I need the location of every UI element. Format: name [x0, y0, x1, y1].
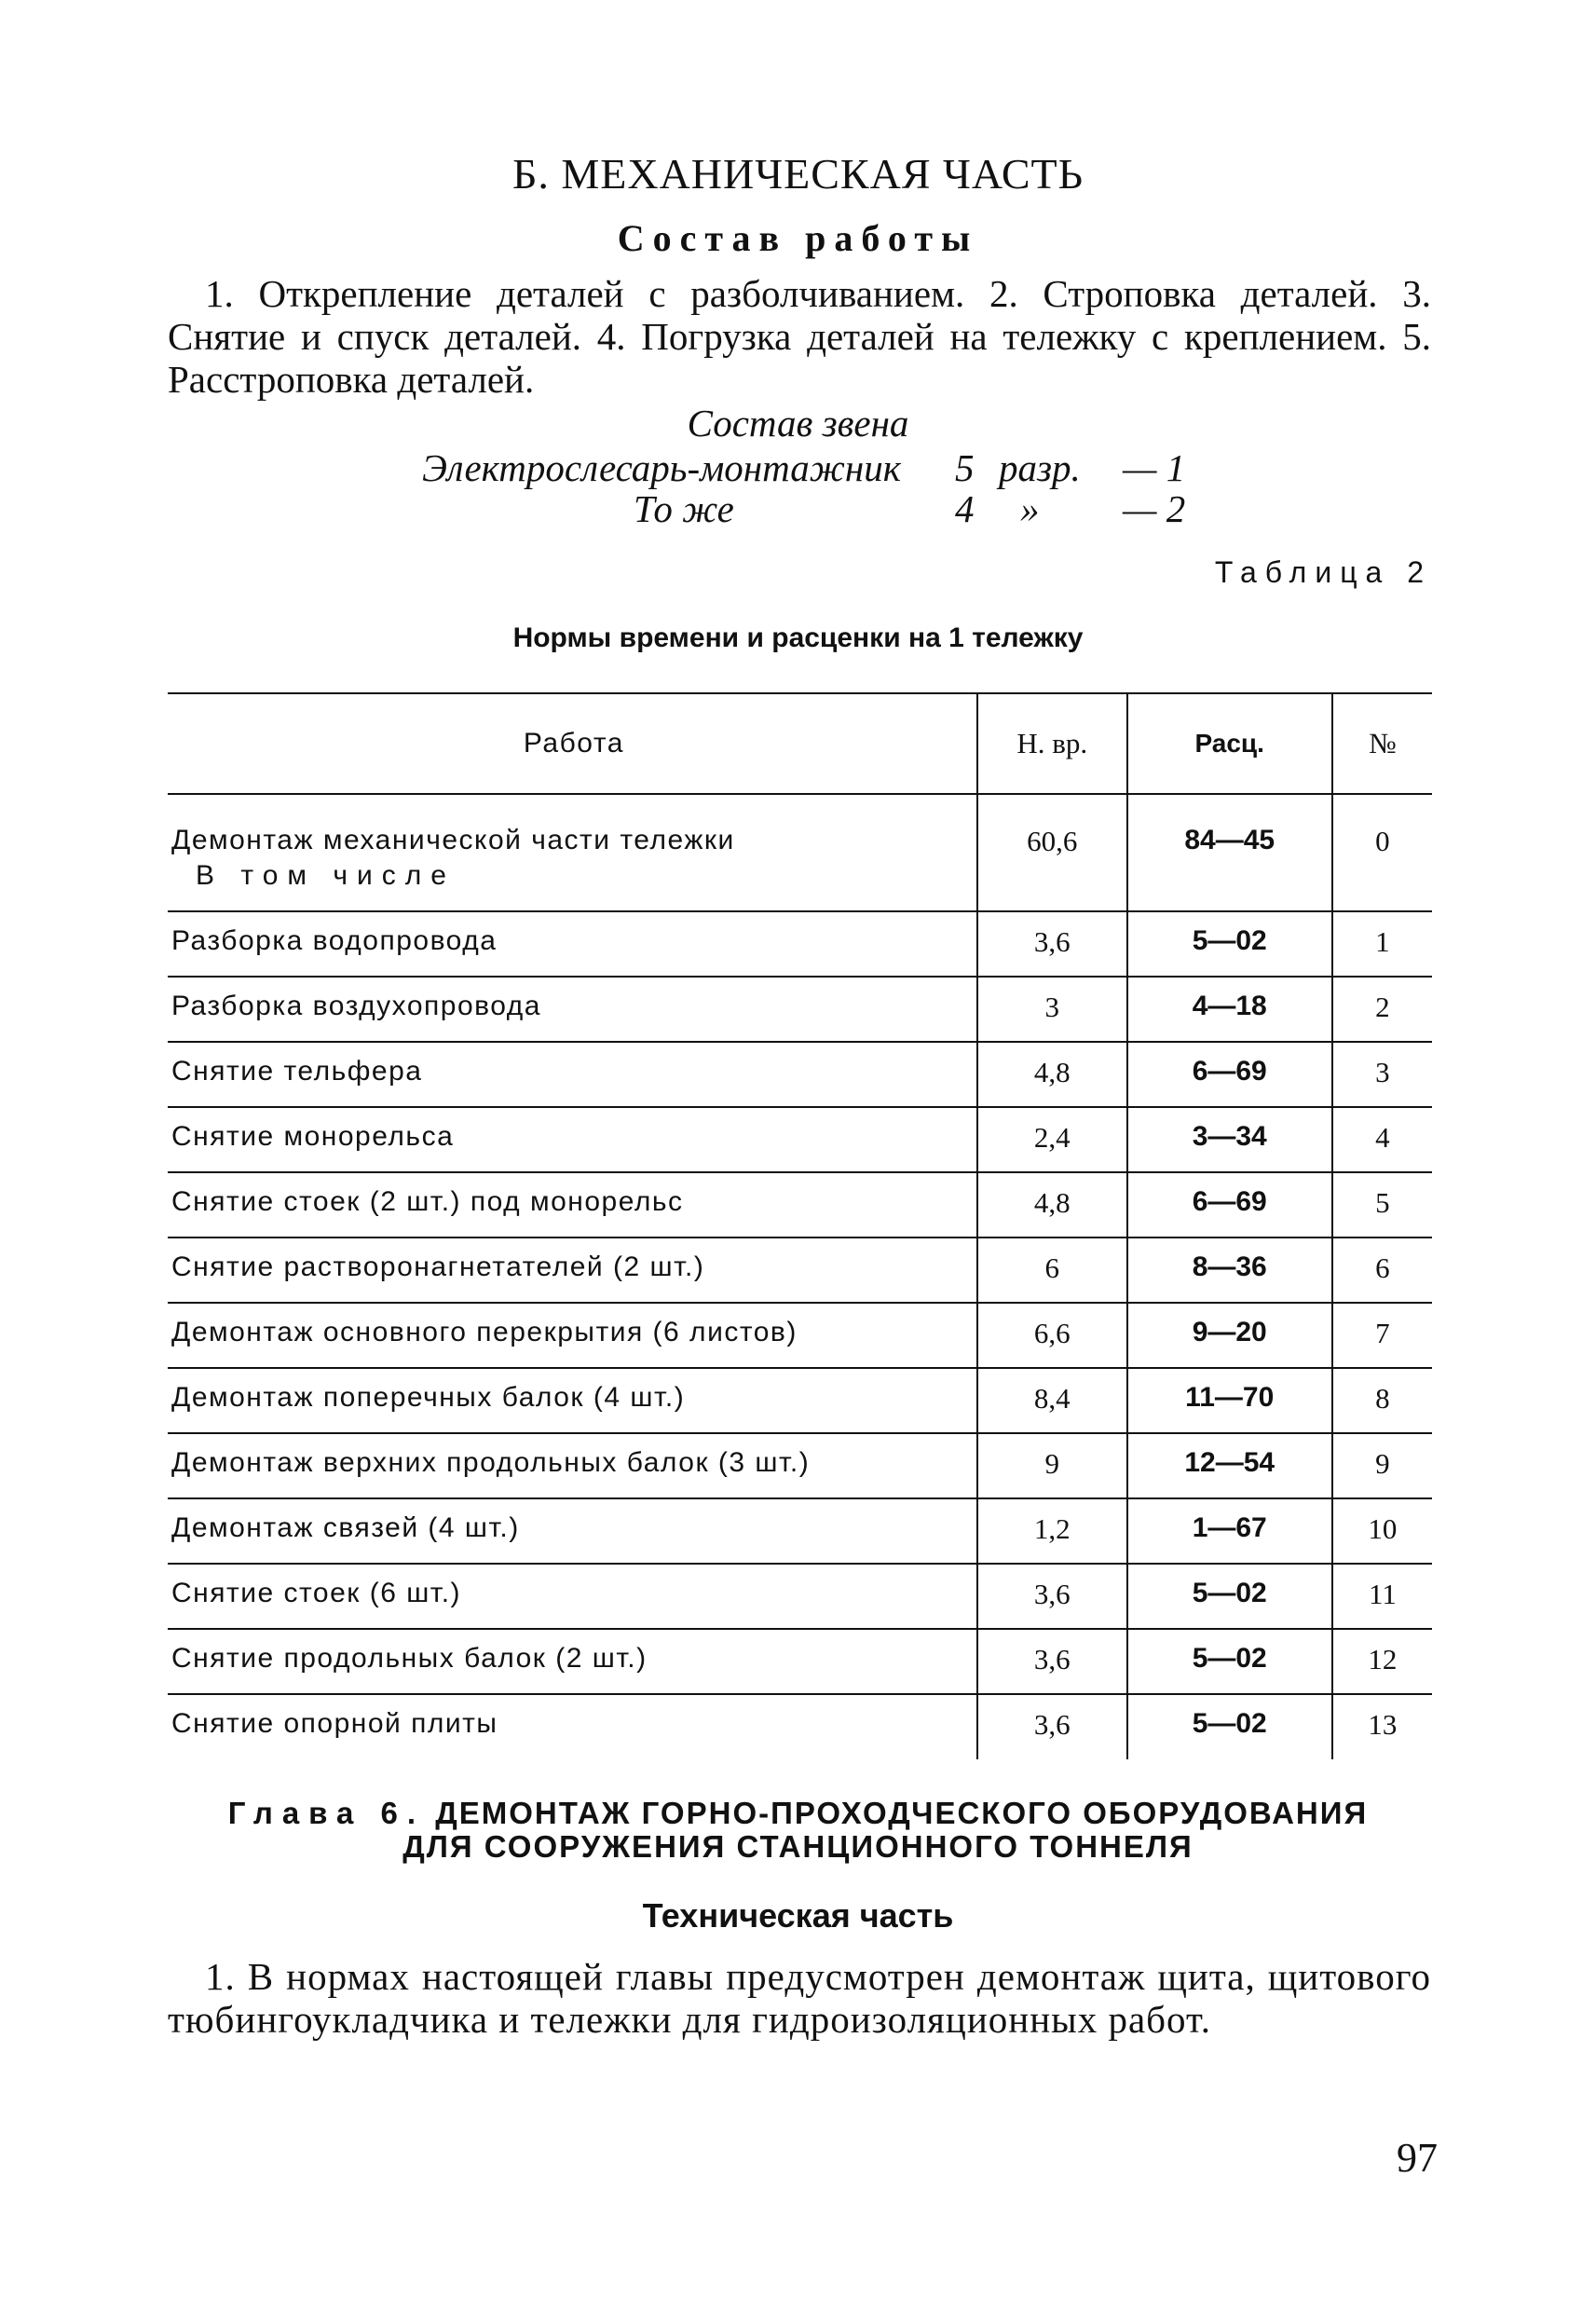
table-row [168, 977, 1432, 1042]
row-rate: 9—20 [1127, 1303, 1332, 1368]
crew-line-2-count: — 2 [1123, 487, 1186, 530]
row-work: Демонтаж верхних продольных балок (3 шт.) [168, 1433, 977, 1498]
chapter-title-line-2: ДЛЯ СООРУЖЕНИЯ СТАНЦИОННОГО ТОННЕЛЯ [402, 1829, 1194, 1864]
row-time: 4,8 [977, 1172, 1127, 1238]
table-header-row [168, 693, 1432, 794]
crew-line-1-grade: 5 [955, 446, 975, 489]
chapter-title-line-1 [168, 1797, 1428, 1830]
work-composition-paragraph: 1. Открепление деталей с разболчиванием. 2. Строповка деталей. 3. Снятие и спуск деталей. 4. Погрузка деталей на тележку с креплением. 5. Расстроповка деталей. [168, 272, 1431, 401]
row-work: Демонтаж поперечных балок (4 шт.) [168, 1368, 977, 1433]
crew-line-2-unit: » [1020, 487, 1040, 530]
crew-line-2 [0, 486, 1596, 533]
row-rate: 5—02 [1127, 1629, 1332, 1694]
row-number: 13 [1332, 1694, 1432, 1759]
row-time: 3,6 [977, 1564, 1127, 1629]
row-time: 3,6 [977, 1629, 1127, 1694]
section-title: Б. МЕХАНИЧЕСКАЯ ЧАСТЬ [512, 150, 1084, 198]
table-row [168, 1107, 1432, 1172]
row-number: 9 [1332, 1433, 1432, 1498]
chapter-title-text-1: ДЕМОНТАЖ ГОРНО-ПРОХОДЧЕСКОГО ОБОРУДОВАНИЯ [435, 1796, 1369, 1830]
norms-table [168, 692, 1432, 1759]
row-number: 1 [1332, 911, 1432, 977]
row-work: Снятие монорельса [168, 1107, 977, 1172]
chapter-title [168, 1797, 1428, 1864]
table-row [168, 1368, 1432, 1433]
crew-line-1-count: — 1 [1123, 446, 1186, 489]
header-work: Работа [168, 693, 977, 794]
table-row [168, 1564, 1432, 1629]
row-time: 3,6 [977, 911, 1127, 977]
row-rate: 84—45 [1127, 794, 1332, 911]
header-rate: Расц. [1127, 693, 1332, 794]
row-rate: 6—69 [1127, 1172, 1332, 1238]
table-label: Таблица 2 [1214, 555, 1432, 589]
table-row [168, 1303, 1432, 1368]
table-row [168, 1498, 1432, 1564]
row-work: Снятие стоек (6 шт.) [168, 1564, 977, 1629]
technical-part-heading: Техническая часть [642, 1896, 954, 1935]
header-time: Н. вр. [977, 693, 1127, 794]
row-work: Снятие опорной плиты [171, 1708, 498, 1739]
work-composition-heading: Состав работы [617, 217, 979, 259]
row-work: Снятие тельфера [168, 1042, 977, 1107]
technical-part-paragraph: 1. В нормах настоящей главы предусмотрен демонтаж щита, щитового тюбингоукладчика и тележки для гидроизоляционных работ. [168, 1955, 1431, 2041]
table-row [168, 1694, 1432, 1759]
row-number: 3 [1332, 1042, 1432, 1107]
row-rate: 1—67 [1127, 1498, 1332, 1564]
row-work: Снятие стоек (2 шт.) под монорельс [168, 1172, 977, 1238]
row-time: 1,2 [977, 1498, 1127, 1564]
row-time: 60,6 [977, 794, 1127, 911]
row-rate: 5—02 [1127, 1564, 1332, 1629]
row-time: 9 [977, 1433, 1127, 1498]
row-number: 12 [1332, 1629, 1432, 1694]
row-number: 5 [1332, 1172, 1432, 1238]
row-number: 2 [1332, 977, 1432, 1042]
row-work: Разборка водопровода [168, 911, 977, 977]
table-row [168, 1629, 1432, 1694]
row-rate: 5—02 [1127, 1694, 1332, 1759]
table-row [168, 1042, 1432, 1107]
row-time: 8,4 [977, 1368, 1127, 1433]
row-rate: 8—36 [1127, 1238, 1332, 1303]
row-time: 2,4 [977, 1107, 1127, 1172]
row-rate: 3—34 [1127, 1107, 1332, 1172]
crew-line-2-grade: 4 [955, 487, 975, 530]
row-work: Демонтаж основного перекрытия (6 листов) [168, 1303, 977, 1368]
table-caption: Нормы времени и расценки на 1 тележку [512, 622, 1084, 653]
row-number: 8 [1332, 1368, 1432, 1433]
row-number: 7 [1332, 1303, 1432, 1368]
table-row [168, 1433, 1432, 1498]
table-row [168, 1238, 1432, 1303]
row-rate: 12—54 [1127, 1433, 1332, 1498]
row-work-text: Демонтаж механической части тележки [171, 825, 735, 855]
table-row [168, 911, 1432, 977]
crew-line-1-name: Электрослесарь-монтажник [422, 446, 901, 489]
table-row [168, 794, 1432, 911]
row-work: Снятие продольных балок (2 шт.) [168, 1629, 977, 1694]
row-number: 6 [1332, 1238, 1432, 1303]
row-rate: 4—18 [1127, 977, 1332, 1042]
row-time: 6 [977, 1238, 1127, 1303]
crew-line-1 [0, 445, 1596, 492]
row-time: 3 [977, 977, 1127, 1042]
row-work: Снятие растворонагнетателей (2 шт.) [168, 1238, 977, 1303]
row-number: 4 [1332, 1107, 1432, 1172]
row-rate: 11—70 [1127, 1368, 1332, 1433]
row-number: 0 [1332, 794, 1432, 911]
row-rate: 6—69 [1127, 1042, 1332, 1107]
row-time: 3,6 [977, 1694, 1127, 1759]
table-row [168, 1172, 1432, 1238]
row-work: Разборка воздухопровода [168, 977, 977, 1042]
work-composition-text [168, 272, 1431, 401]
row-time: 6,6 [977, 1303, 1127, 1368]
header-number: № [1332, 693, 1432, 794]
crew-line-1-unit: разр. [999, 446, 1081, 489]
row-work: Демонтаж связей (4 шт.) [168, 1498, 977, 1564]
row-work [168, 794, 977, 911]
page-number: 97 [1397, 2135, 1438, 2181]
row-number: 11 [1332, 1564, 1432, 1629]
row-subheading: В том числе [196, 860, 456, 891]
row-time: 4,8 [977, 1042, 1127, 1107]
row-number: 10 [1332, 1498, 1432, 1564]
technical-part-text [168, 1955, 1431, 2041]
chapter-prefix: Глава 6. [227, 1796, 426, 1830]
crew-line-2-name: То же [634, 487, 734, 530]
row-rate: 5—02 [1127, 911, 1332, 977]
crew-heading: Состав звена [687, 402, 909, 444]
